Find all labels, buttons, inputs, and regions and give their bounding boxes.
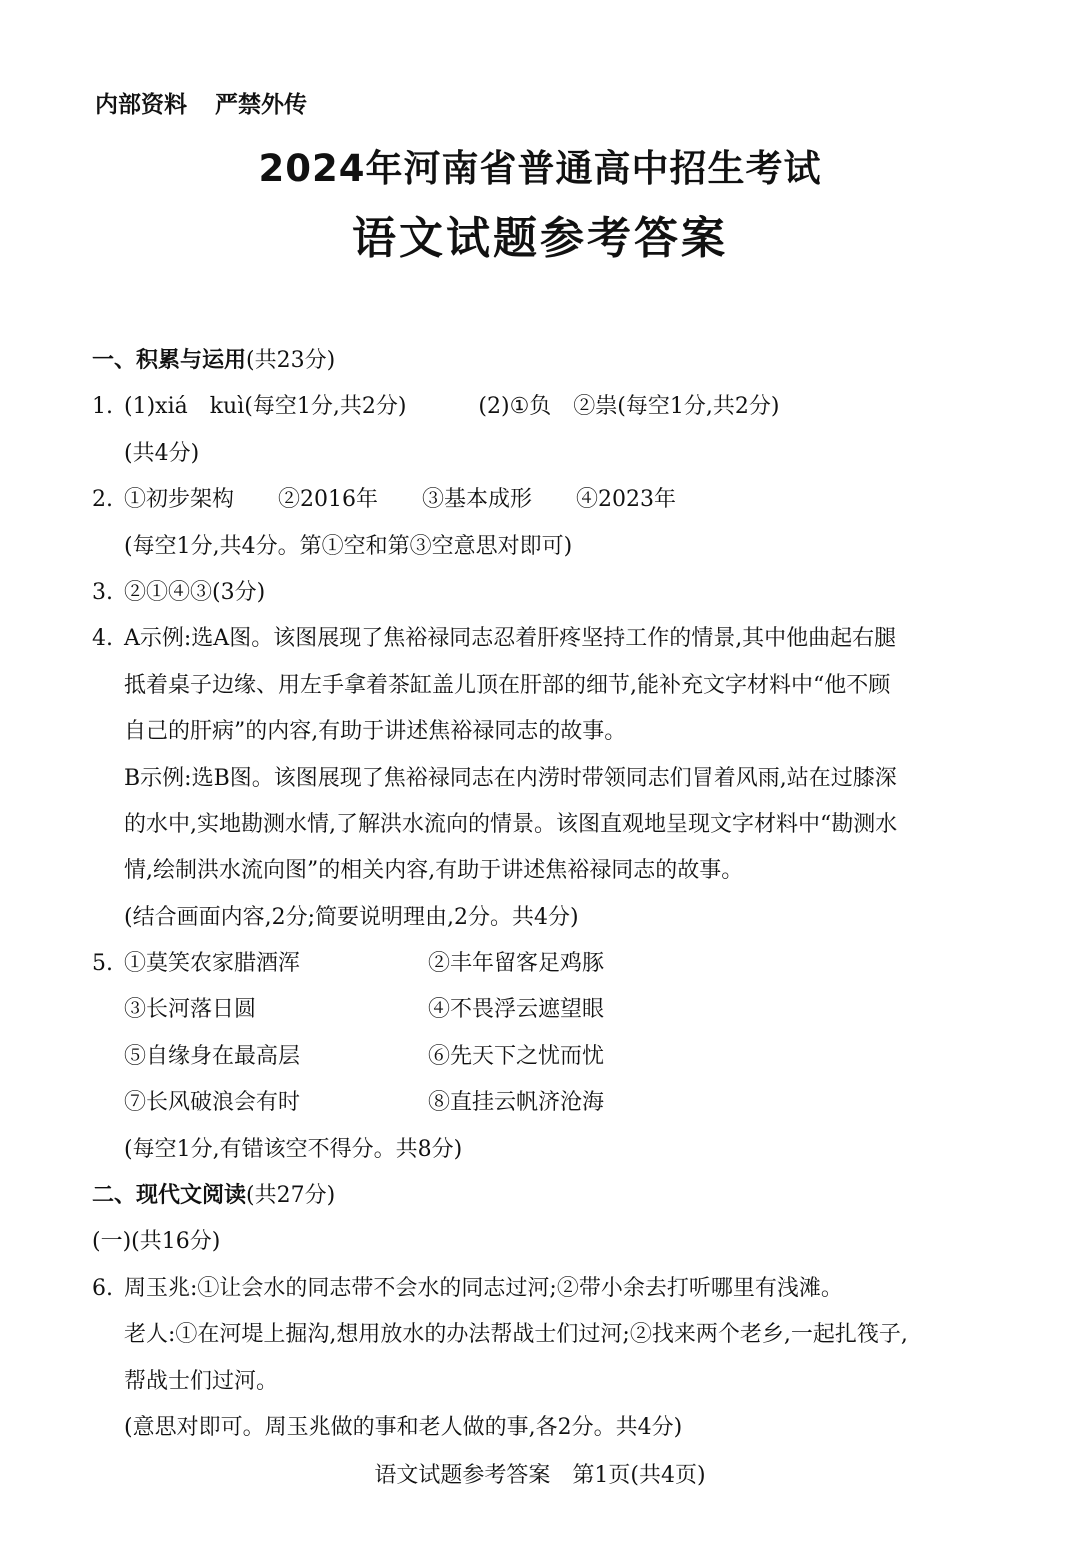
q2-answer-3: ③基本成形	[422, 487, 533, 513]
question-5-row-3	[92, 1034, 992, 1080]
q5-item: ⑧直挂云帆济沧海	[428, 1090, 605, 1116]
question-number: 5.	[92, 951, 113, 977]
confidential-note	[95, 86, 307, 119]
answer-key-title: 语文试题参考答案	[352, 213, 728, 264]
q4-b-line3: 情,绘制洪水流向图”的相关内容,有助于讲述焦裕禄同志的故事。	[124, 858, 744, 884]
question-5-row-2	[92, 987, 992, 1033]
question-number: 2.	[92, 487, 113, 513]
question-number: 3.	[92, 579, 113, 605]
q5-item: ⑤自缘身在最高层	[124, 1043, 301, 1069]
question-6	[92, 1266, 992, 1312]
q4-b-line1: B示例:选B图。该图展现了焦裕禄同志在内涝时带领同志们冒着风雨,站在过膝深	[124, 765, 897, 791]
question-number: 1.	[92, 394, 113, 420]
q4-a-line1: A示例:选A图。该图展现了焦裕禄同志忍着肝疼坚持工作的情景,其中他曲起右腿	[124, 626, 897, 652]
q3-answer: ②①④③(3分)	[124, 579, 266, 605]
section-2-title: 二、现代文阅读	[92, 1183, 247, 1209]
q4-a-line3: 自己的肝病”的内容,有助于讲述焦裕禄同志的故事。	[124, 719, 627, 745]
q5-item: ②丰年留客足鸡豚	[428, 951, 605, 977]
question-4	[92, 616, 992, 662]
section-1-score: (共23分)	[246, 348, 336, 373]
q4-a-line2: 抵着桌子边缘、用左手拿着茶缸盖儿顶在肝部的细节,能补充文字材料中“他不顾	[124, 672, 891, 698]
q6-note: (意思对即可。周玉兆做的事和老人做的事,各2分。共4分)	[124, 1414, 683, 1440]
answer-content	[92, 338, 992, 1451]
q2-answer-4: ④2023年	[576, 487, 677, 513]
q1-part2: (2)①负 ②祟(每空1分,共2分)	[478, 394, 780, 420]
note-internal: 内部资料	[95, 92, 187, 118]
section-1-title: 一、积累与运用	[92, 348, 247, 373]
question-number: 4.	[92, 626, 113, 652]
section-2-heading	[92, 1173, 992, 1219]
q6-line1: 周玉兆:①让会水的同志带不会水的同志过河;②带小余去打听哪里有浅滩。	[124, 1275, 843, 1301]
section-1-heading	[92, 338, 992, 384]
question-number: 6.	[92, 1275, 113, 1301]
q5-item: ④不畏浮云遮望眼	[428, 997, 605, 1023]
q6-line3: 帮战士们过河。	[124, 1368, 279, 1394]
q5-item: ⑦长风破浪会有时	[124, 1090, 301, 1116]
exam-title: 2024年河南省普通高中招生考试	[258, 147, 822, 190]
q1-total: (共4分)	[124, 440, 200, 466]
page-footer: 语文试题参考答案 第1页(共4页)	[374, 1463, 706, 1488]
section-2-part-1: (一)(共16分)	[92, 1229, 221, 1255]
question-1	[92, 384, 992, 430]
section-2-score: (共27分)	[246, 1183, 336, 1209]
q6-line2: 老人:①在河堤上掘沟,想用放水的办法帮战士们过河;②找来两个老乡,一起扎筏子,	[124, 1322, 908, 1348]
question-5-row-1	[92, 941, 992, 987]
q4-b-line2: 的水中,实地勘测水情,了解洪水流向的情景。该图直观地呈现文字材料中“勘测水	[124, 811, 898, 837]
q4-note: (结合画面内容,2分;简要说明理由,2分。共4分)	[124, 904, 579, 930]
question-2	[92, 477, 992, 523]
note-no-distribution: 严禁外传	[215, 92, 307, 118]
q2-answer-2: ②2016年	[278, 487, 379, 513]
question-3	[92, 570, 992, 616]
q5-item: ③长河落日圆	[124, 997, 257, 1023]
q2-note: (每空1分,共4分。第①空和第③空意思对即可)	[124, 533, 573, 559]
q1-part1: (1)xiá kuì(每空1分,共2分)	[124, 394, 407, 420]
q2-answer-1: ①初步架构	[124, 487, 235, 513]
q5-item: ⑥先天下之忧而忧	[428, 1043, 605, 1069]
q5-note: (每空1分,有错该空不得分。共8分)	[124, 1136, 463, 1162]
question-5-row-4	[92, 1080, 992, 1126]
q5-item: ①莫笑农家腊酒浑	[124, 951, 301, 977]
